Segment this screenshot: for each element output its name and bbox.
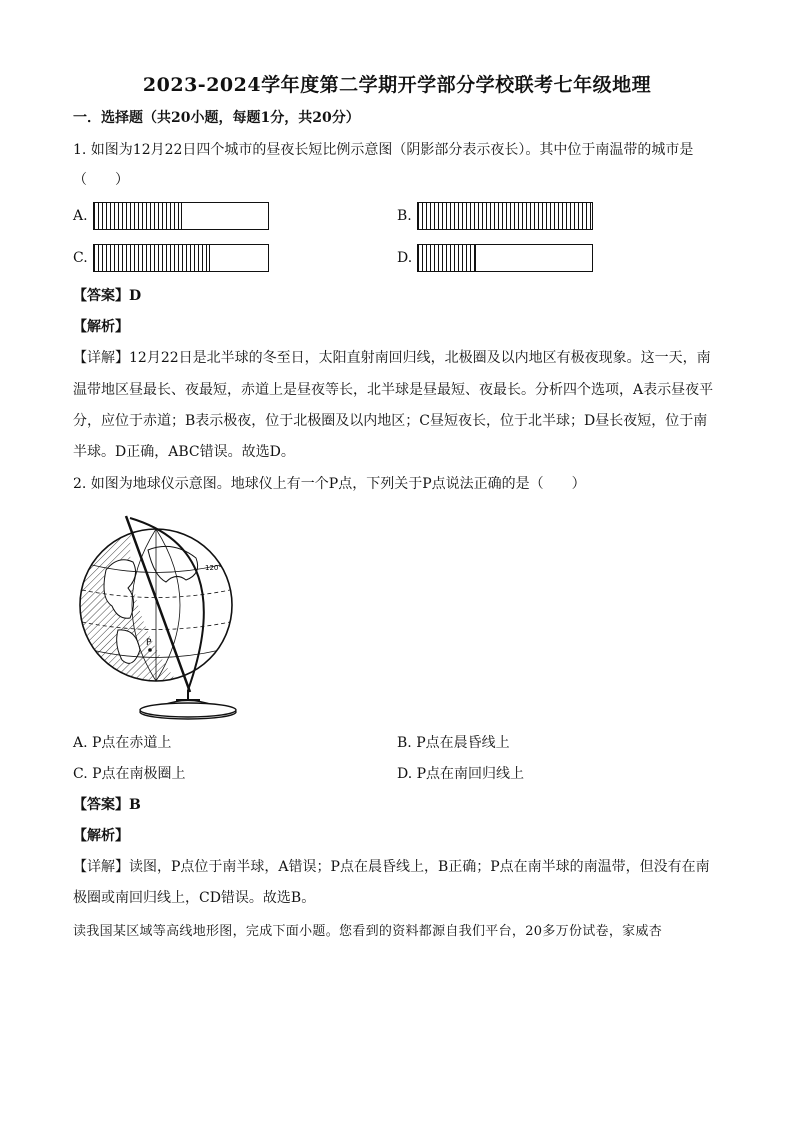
q2-answer: 【答案】B <box>73 797 141 813</box>
q1-option-a-night <box>94 203 182 229</box>
q1-detail-line: 【详解】12月22日是北半球的冬至日，太阳直射南回归线，北极圈及以内地区有极夜现象。这一天，南 <box>73 350 711 366</box>
q1-option-a-bar <box>93 202 269 230</box>
q1-stem-line2: （ ） <box>73 172 129 188</box>
q1-option-b-night <box>418 203 592 229</box>
q2-option-d: D. P点在南回归线上 <box>397 766 525 782</box>
globe-point-marker <box>148 648 152 652</box>
q1-option-c-label: C. <box>73 250 88 266</box>
q1-answer: 【答案】D <box>73 288 142 304</box>
q2-analysis-label: 【解析】 <box>73 828 129 844</box>
q2-option-a: A. P点在赤道上 <box>73 735 172 751</box>
q2-detail-line: 【详解】读图，P点位于南半球，A错误；P点在晨昏线上，B正确；P点在南半球的南温带，但没有在南 <box>73 859 710 875</box>
q2-option-c: C. P点在南极圈上 <box>73 766 186 782</box>
q2-detail-line: 极圈或南回归线上，CD错误。故选B。 <box>73 890 316 906</box>
globe-longitude-label: 120° <box>205 564 222 572</box>
q1-option-b-bar <box>417 202 593 230</box>
q1-option-c-bar <box>93 244 269 272</box>
q1-detail-line: 分，应位于赤道；B表示极夜，位于北极圈及以内地区；C昼短夜长，位于北半球；D昼长夜短，位于南 <box>73 413 708 429</box>
globe-point-label: P <box>146 638 152 648</box>
q2-option-b: B. P点在晨昏线上 <box>397 735 510 751</box>
q1-option-a-label: A. <box>73 208 88 224</box>
q1-stem-line1: 1. 如图为12月22日四个城市的昼夜长短比例示意图（阴影部分表示夜长）。其中位于南温带的城市是 <box>73 142 694 158</box>
q2-stem: 2. 如图为地球仪示意图。地球仪上有一个P点，下列关于P点说法正确的是（ ） <box>73 476 586 492</box>
next-question-intro: 读我国某区域等高线地形图，完成下面小题。您看到的资料都源自我们平台，20多万份试卷，家威杏 <box>73 924 663 939</box>
q1-option-d-night <box>418 245 476 271</box>
q1-option-b-label: B. <box>397 208 412 224</box>
q1-detail-line: 半球。D正确，ABC错误。故选D。 <box>73 444 295 460</box>
section-heading: 一．选择题（共20小题，每题1分，共20分） <box>73 110 360 126</box>
q1-detail-line: 温带地区昼最长、夜最短，赤道上是昼夜等长，北半球是昼最短、夜最长。分析四个选项，A表示昼夜平 <box>73 382 714 398</box>
q1-option-d-label: D. <box>397 250 413 266</box>
q1-analysis-label: 【解析】 <box>73 319 129 335</box>
page-title: 2023-2024学年度第二学期开学部分学校联考七年级地理 <box>142 74 652 96</box>
q1-option-c-night <box>94 245 210 271</box>
globe-illustration <box>78 510 238 720</box>
q1-option-d-bar <box>417 244 593 272</box>
